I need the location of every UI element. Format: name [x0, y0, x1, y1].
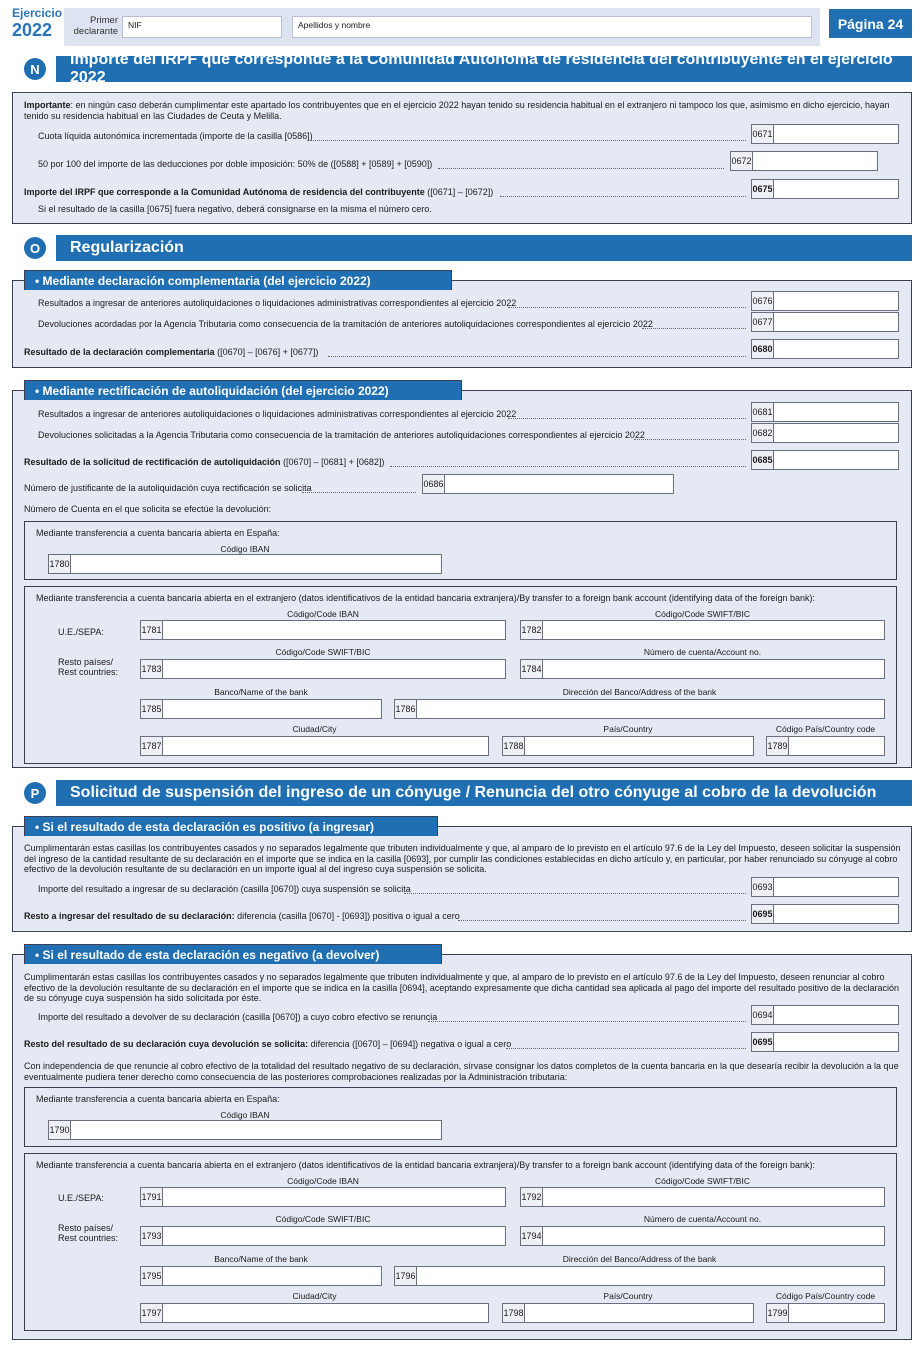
row-0685-label	[24, 457, 384, 467]
field-1795[interactable]	[140, 1266, 382, 1286]
field-1793[interactable]	[140, 1226, 506, 1246]
field-0677[interactable]	[751, 312, 899, 332]
code-1795: 1795	[141, 1267, 163, 1285]
o-extranjero-title: Mediante transferencia a cuenta bancaria abierta en el extranjero (datos identificativos de la entidad bancaria extranjera)/By transfer to a foreign bank account (identifying data of the foreign bank):	[36, 593, 815, 603]
o-cap-cuenta: Número de cuenta/Account no.	[643, 647, 762, 657]
code-1787: 1787	[141, 737, 163, 755]
cuenta-label: Número de Cuenta en el que solicita se efectúe la devolución:	[24, 504, 272, 514]
code-0676: 0676	[752, 292, 774, 310]
code-1784: 1784	[521, 660, 543, 678]
section-o-letter: O	[24, 237, 46, 259]
positivo-para: Cumplimentarán estas casillas los contribuyentes casados y no separados legalmente que tributen individualmente y que, al amparo de lo previsto en el artículo 97.6 de la Ley del Impuesto, deseen solicitar la suspensión del ingreso de la cantidad resultante de su declaración en el importe que se indica en la casilla [0693], por cumplir las condiciones establecidas en dicho artículo y, en particular, por haber renunciado su cónyuge al cobro efectivo de la devolución resultante de su declaración en un importe igual al del ingreso cuya suspensión se solicita.	[24, 843, 901, 874]
code-1791: 1791	[141, 1188, 163, 1206]
o-cap-swift: Código/Code SWIFT/BIC	[655, 609, 750, 619]
o-cap-codpais: Código País/Country code	[775, 724, 876, 734]
field-0686[interactable]	[422, 474, 674, 494]
p-cap-banco: Banco/Name of the bank	[214, 1254, 308, 1264]
o-resto-line1: Resto países/	[58, 657, 114, 667]
field-0693[interactable]	[751, 877, 899, 897]
field-0682[interactable]	[751, 423, 899, 443]
field-1798[interactable]	[502, 1303, 754, 1323]
total-0675-bold: Importe del IRPF que corresponde a la Comunidad Autónoma de residencia del contribuyente	[24, 187, 425, 197]
negativo-para2: Con independencia de que renuncie al cobro efectivo de la totalidad del resultado negativo de su declaración, sírvase consignar los datos completos de la cuenta bancaria en la que desearía recibir la devolución a la que eventualmente pudiera tener derecho como consecuencia de las posteriores comprobaciones realizadas por la Administración tributaria:	[24, 1061, 899, 1082]
section-p-letter: P	[24, 782, 46, 804]
field-1787[interactable]	[140, 736, 489, 756]
p-resto-line1: Resto países/	[58, 1223, 114, 1233]
field-1789[interactable]	[766, 736, 885, 756]
code-1789: 1789	[767, 737, 789, 755]
o-cap-pais: País/Country	[603, 724, 653, 734]
total-0685-rest: ([0670] – [0681] + [0682])	[280, 457, 385, 467]
note-0675: Si el resultado de la casilla [0675] fuera negativo, deberá consignarse en la misma el número cero.	[38, 204, 432, 214]
p-resto-label	[58, 1223, 118, 1243]
field-0680[interactable]	[751, 339, 899, 359]
importante-bold: Importante	[24, 100, 71, 110]
field-0671[interactable]	[751, 124, 899, 144]
p-cap-cuenta: Número de cuenta/Account no.	[643, 1214, 762, 1224]
p-ue-label: U.E./SEPA:	[58, 1193, 104, 1203]
field-1783[interactable]	[140, 659, 506, 679]
code-0680: 0680	[752, 340, 774, 358]
o-cap-iban: Código/Code IBAN	[287, 609, 359, 619]
field-0676[interactable]	[751, 291, 899, 311]
code-0672: 0672	[731, 152, 753, 170]
field-0681[interactable]	[751, 402, 899, 422]
p-resto-line2: Rest countries:	[58, 1233, 119, 1243]
code-1794: 1794	[521, 1227, 543, 1245]
code-0693: 0693	[752, 878, 774, 896]
row-0672-label: 50 por 100 del importe de las deducciones por doble imposición: 50% de ([0588] + [0589] + [0590])	[38, 159, 433, 169]
total-0695a-bold: Resto a ingresar del resultado de su declaración:	[24, 911, 235, 921]
code-1793: 1793	[141, 1227, 163, 1245]
code-0694: 0694	[752, 1006, 774, 1024]
code-1782: 1782	[521, 621, 543, 639]
code-0695-positivo: 0695	[752, 905, 774, 923]
row-0681-label: Resultados a ingresar de anteriores autoliquidaciones o liquidaciones administrativas correspondientes al ejercicio 2022	[38, 409, 517, 419]
code-0682: 0682	[752, 424, 774, 442]
total-0695a-rest: diferencia (casilla [0670] - [0693]) positiva o igual a cero	[234, 911, 460, 921]
positivo-tab: • Si el resultado de esta declaración es positivo (a ingresar)	[24, 816, 438, 836]
code-1790: 1790	[49, 1121, 71, 1139]
code-0681: 0681	[752, 403, 774, 421]
rectificacion-tab: • Mediante rectificación de autoliquidación (del ejercicio 2022)	[24, 380, 462, 400]
code-1797: 1797	[141, 1304, 163, 1322]
o-cap-swift2: Código/Code SWIFT/BIC	[275, 647, 371, 657]
field-1790[interactable]	[48, 1120, 442, 1140]
o-ue-label: U.E./SEPA:	[58, 627, 104, 637]
code-1783: 1783	[141, 660, 163, 678]
ejercicio-label: Ejercicio	[12, 6, 63, 20]
ejercicio-year: 2022	[12, 20, 53, 40]
field-1794[interactable]	[520, 1226, 885, 1246]
code-1780: 1780	[49, 555, 71, 573]
p-cap-codpais: Código País/Country code	[775, 1291, 876, 1301]
code-0675: 0675	[752, 180, 774, 198]
row-0680-label	[24, 347, 318, 357]
field-1782[interactable]	[520, 620, 885, 640]
p-espana-title: Mediante transferencia a cuenta bancaria abierta en España:	[36, 1094, 280, 1104]
code-0677: 0677	[752, 313, 774, 331]
o-cap-banco: Banco/Name of the bank	[214, 687, 308, 697]
section-p-title: Solicitud de suspensión del ingreso de un cónyuge / Renuncia del otro cónyuge al cobro de la devolución	[56, 780, 912, 806]
declarante-line: declarante	[73, 26, 118, 37]
code-1786: 1786	[395, 700, 417, 718]
field-1781[interactable]	[140, 620, 506, 640]
total-0680-bold: Resultado de la declaración complementaria	[24, 347, 215, 357]
field-1786[interactable]	[394, 699, 885, 719]
row-0682-label: Devoluciones solicitadas a la Agencia Tributaria como consecuencia de la tramitación de anteriores autoliquidaciones correspondientes al ejercicio 2022	[38, 430, 645, 440]
section-o-title: Regularización	[56, 235, 912, 261]
nif-field[interactable]	[122, 16, 282, 38]
p-cap-direccion: Dirección del Banco/Address of the bank	[562, 1254, 717, 1264]
field-0672[interactable]	[730, 151, 878, 171]
field-1797[interactable]	[140, 1303, 489, 1323]
field-1796[interactable]	[394, 1266, 885, 1286]
total-0675-rest: ([0671] – [0672])	[424, 187, 494, 197]
o-cap-ciudad: Ciudad/City	[292, 724, 337, 734]
justificante-label: Número de justificante de la autoliquidación cuya rectificación se solicita	[24, 483, 312, 493]
total-0695b-bold: Resto del resultado de su declaración cuya devolución se solicita:	[24, 1039, 309, 1049]
section-n-title: Importe del IRPF que corresponde a la Comunidad Autónoma de residencia del contribuyente en el ejercicio 2022	[56, 56, 912, 82]
o-iban-caption: Código IBAN	[220, 544, 270, 554]
code-1798: 1798	[503, 1304, 525, 1322]
row-0676-label: Resultados a ingresar de anteriores autoliquidaciones o liquidaciones administrativas correspondientes al ejercicio 2022	[38, 298, 517, 308]
nif-label: NIF	[128, 20, 142, 30]
apellidos-label: Apellidos y nombre	[298, 20, 371, 30]
code-1788: 1788	[503, 737, 525, 755]
p-extranjero-title: Mediante transferencia a cuenta bancaria abierta en el extranjero (datos identificativos de la entidad bancaria extranjera)/By transfer to a foreign bank account (identifying data of the foreign bank):	[36, 1160, 815, 1170]
p-cap-pais: País/Country	[603, 1291, 653, 1301]
code-1796: 1796	[395, 1267, 417, 1285]
o-resto-line2: Rest countries:	[58, 667, 119, 677]
row-0695a-label	[24, 911, 460, 921]
total-0680-rest: ([0670] – [0676] + [0677])	[214, 347, 319, 357]
field-0675[interactable]	[751, 179, 899, 199]
importante-note	[24, 100, 904, 121]
code-1781: 1781	[141, 621, 163, 639]
code-0685: 0685	[752, 451, 774, 469]
row-0694-label: Importe del resultado a devolver de su declaración (casilla [0670]) a cuyo cobro efectivo se renuncia	[38, 1012, 438, 1022]
o-espana-title: Mediante transferencia a cuenta bancaria abierta en España:	[36, 528, 280, 538]
p-cap-iban: Código/Code IBAN	[287, 1176, 359, 1186]
p-cap-swift: Código/Code SWIFT/BIC	[655, 1176, 750, 1186]
code-1799: 1799	[767, 1304, 789, 1322]
field-1788[interactable]	[502, 736, 754, 756]
row-0671-label: Cuota líquida autonómica incrementada (importe de la casilla [0586])	[38, 131, 313, 141]
p-cap-ciudad: Ciudad/City	[292, 1291, 337, 1301]
row-0677-label: Devoluciones acordadas por la Agencia Tributaria como consecuencia de la tramitación de anteriores autoliquidaciones correspondientes al ejercicio 2022	[38, 319, 653, 329]
apellidos-field[interactable]	[292, 16, 812, 38]
importante-text: : en ningún caso deberán cumplimentar este apartado los contribuyentes que en el ejercicio 2022 hayan tenido su residencia habitual en el extranjero ni tampoco los que, asimismo en dicho ejercicio, hayan tenido su residencia habitual en las Ciudades de Ceuta y Melilla.	[24, 100, 890, 121]
code-1792: 1792	[521, 1188, 543, 1206]
field-1784[interactable]	[520, 659, 885, 679]
field-1780[interactable]	[48, 554, 442, 574]
complementaria-tab: • Mediante declaración complementaria (del ejercicio 2022)	[24, 270, 452, 290]
row-0693-label: Importe del resultado a ingresar de su declaración (casilla [0670]) cuya suspensión se solicita	[38, 884, 411, 894]
primer-line: Primer	[90, 15, 118, 26]
negativo-para: Cumplimentarán estas casillas los contribuyentes casados y no separados legalmente que tributen individualmente y que, al amparo de lo previsto en el artículo 97.6 de la Ley del Impuesto, deseen renunciar al cobro efectivo de la devolución resultante de su declaración en el importe que se indica en la casilla [0694], aceptando expresamente que dicha cantidad sea aplicada al pago del importe del resultado positivo de la declaración de su cónyuge cuya suspensión ha sido solicitada por éste.	[24, 972, 900, 1003]
total-0695b-rest: diferencia ([0670] – [0694]) negativa o igual a cero	[308, 1039, 512, 1049]
o-resto-label	[58, 657, 118, 677]
field-1791[interactable]	[140, 1187, 506, 1207]
negativo-tab: • Si el resultado de esta declaración es negativo (a devolver)	[24, 944, 442, 964]
primer-declarante-label	[70, 15, 118, 37]
field-0685[interactable]	[751, 450, 899, 470]
total-0685-bold: Resultado de la solicitud de rectificación de autoliquidación	[24, 457, 281, 467]
field-1792[interactable]	[520, 1187, 885, 1207]
p-iban-caption: Código IBAN	[220, 1110, 270, 1120]
field-0694[interactable]	[751, 1005, 899, 1025]
code-0671: 0671	[752, 125, 774, 143]
field-0695-positivo[interactable]	[751, 904, 899, 924]
code-1785: 1785	[141, 700, 163, 718]
field-1785[interactable]	[140, 699, 382, 719]
row-0695b-label	[24, 1039, 511, 1049]
field-0695-negativo[interactable]	[751, 1032, 899, 1052]
o-cap-direccion: Dirección del Banco/Address of the bank	[562, 687, 717, 697]
code-0695-negativo: 0695	[752, 1033, 774, 1051]
field-1799[interactable]	[766, 1303, 885, 1323]
p-cap-swift2: Código/Code SWIFT/BIC	[275, 1214, 371, 1224]
row-0675-label	[24, 187, 493, 197]
section-n-letter: N	[24, 58, 46, 80]
page-number-badge: Página 24	[829, 9, 912, 38]
code-0686: 0686	[423, 475, 445, 493]
